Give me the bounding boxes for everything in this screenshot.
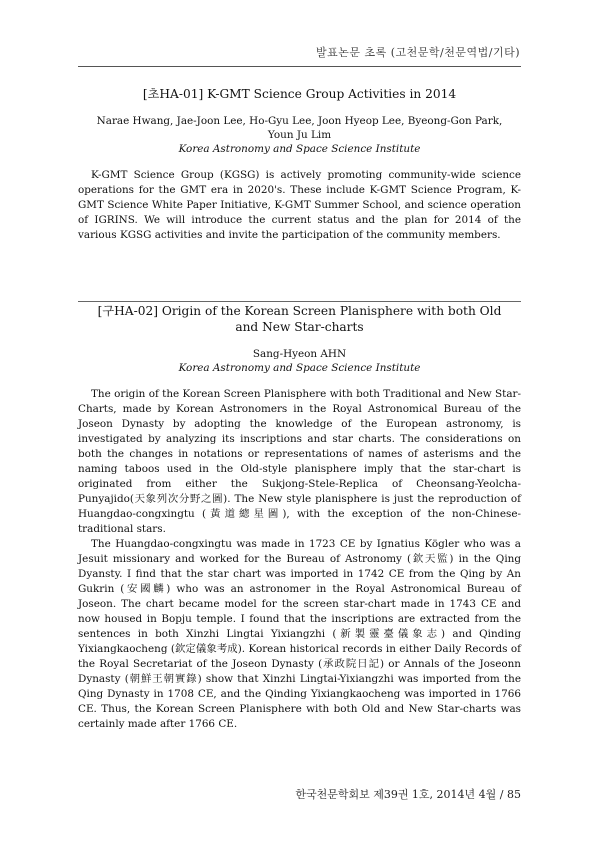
abstract-ha-02 — [78, 303, 521, 732]
page-footer: 한국천문학회보 제39권 1호, 2014년 4월 / 85 — [295, 788, 521, 801]
title-line: and New Star-charts — [235, 320, 364, 334]
author-line: Youn Ju Lim — [267, 129, 332, 141]
abstract-paragraph: The Huangdao-congxingtu was made in 1723 CE by Ignatius Kögler who was a Jesuit missionary and worked for the Bureau of Astronomy (欽天監) in the Qing Dyansty. I find that the star chart was imported in 1742 CE from the Qing by An Gukrin (安國麟) who was an astronomer in the Royal Astronomical Bureau of Joseon. The chart became model for the screen star-chart made in 1743 CE and now housed in Bopju temple. I found that the inscriptions are extracted from the sentences in both Xinzhi Lingtai Yixiangzhi (新製靈臺儀象志) and Qinding Yixiangkaocheng (欽定儀象考成). Korean historical records in either Daily Records of the Royal Secretariat of the Joseon Dynasty (承政院日記) or Annals of the Joseonn Dynasty (朝鮮王朝實錄) show that Xinzhi Lingtai-Yixiangzhi was imported from the Qing Dynasty in 1708 CE, and the Qinding Yixiangkaocheng was imported in 1766 CE. Thus, the Korean Screen Planisphere with both Old and New Star-charts was certainly made after 1766 CE. — [78, 538, 521, 730]
title-line: [초HA-01] K-GMT Science Group Activities in 2014 — [142, 87, 457, 101]
affiliation: Korea Astronomy and Space Science Institute — [178, 143, 421, 155]
author-line: Sang-Hyeon AHN — [252, 348, 347, 360]
abstract-title — [78, 86, 521, 102]
running-head: 발표논문 초록 (고천문학/천문역법/기타) — [315, 46, 520, 59]
affiliation: Korea Astronomy and Space Science Institute — [178, 362, 421, 374]
abstract-paragraph: The origin of the Korean Screen Planisphere with both Traditional and New Star-Charts, made by Korean Astronomers in the Royal Astronomical Bureau of the Joseon Dynasty by adopting the knowledge of the European astronomy, is investigated by analyzing its inscriptions and star charts. The considerations on both the changes in notations or representations of names of asterisms and the naming taboos used in the Old-style planisphere imply that the star-chart is originated from either the Sukjong-Stele-Replica of Cheonsang-Yeolcha-Punyajido(天象列次分野之圖). The New style planisphere is just the reproduction of Huangdao-congxingtu (黃道總星圖), with the exception of the non-Chinese-traditional stars. — [78, 388, 521, 535]
author-list — [78, 347, 521, 361]
section-divider — [78, 301, 521, 302]
abstract-title — [78, 303, 521, 335]
abstract-paragraph: K-GMT Science Group (KGSG) is actively promoting community-wide science operations for the GMT era in 2020's. These include K-GMT Science Program, K-GMT Science White Paper Initiative, K-GMT Summer School, and science operation of IGRINS. We will introduce the current status and the plan for 2014 of the various KGSG activities and invite the participation of the community members. — [78, 169, 521, 241]
author-line: Narae Hwang, Jae-Joon Lee, Ho-Gyu Lee, Joon Hyeop Lee, Byeong-Gon Park, — [96, 115, 503, 127]
abstract-ha-01 — [78, 86, 521, 243]
header-rule — [78, 66, 521, 67]
title-line: [구HA-02] Origin of the Korean Screen Planisphere with both Old — [97, 304, 502, 318]
author-list — [78, 114, 521, 142]
